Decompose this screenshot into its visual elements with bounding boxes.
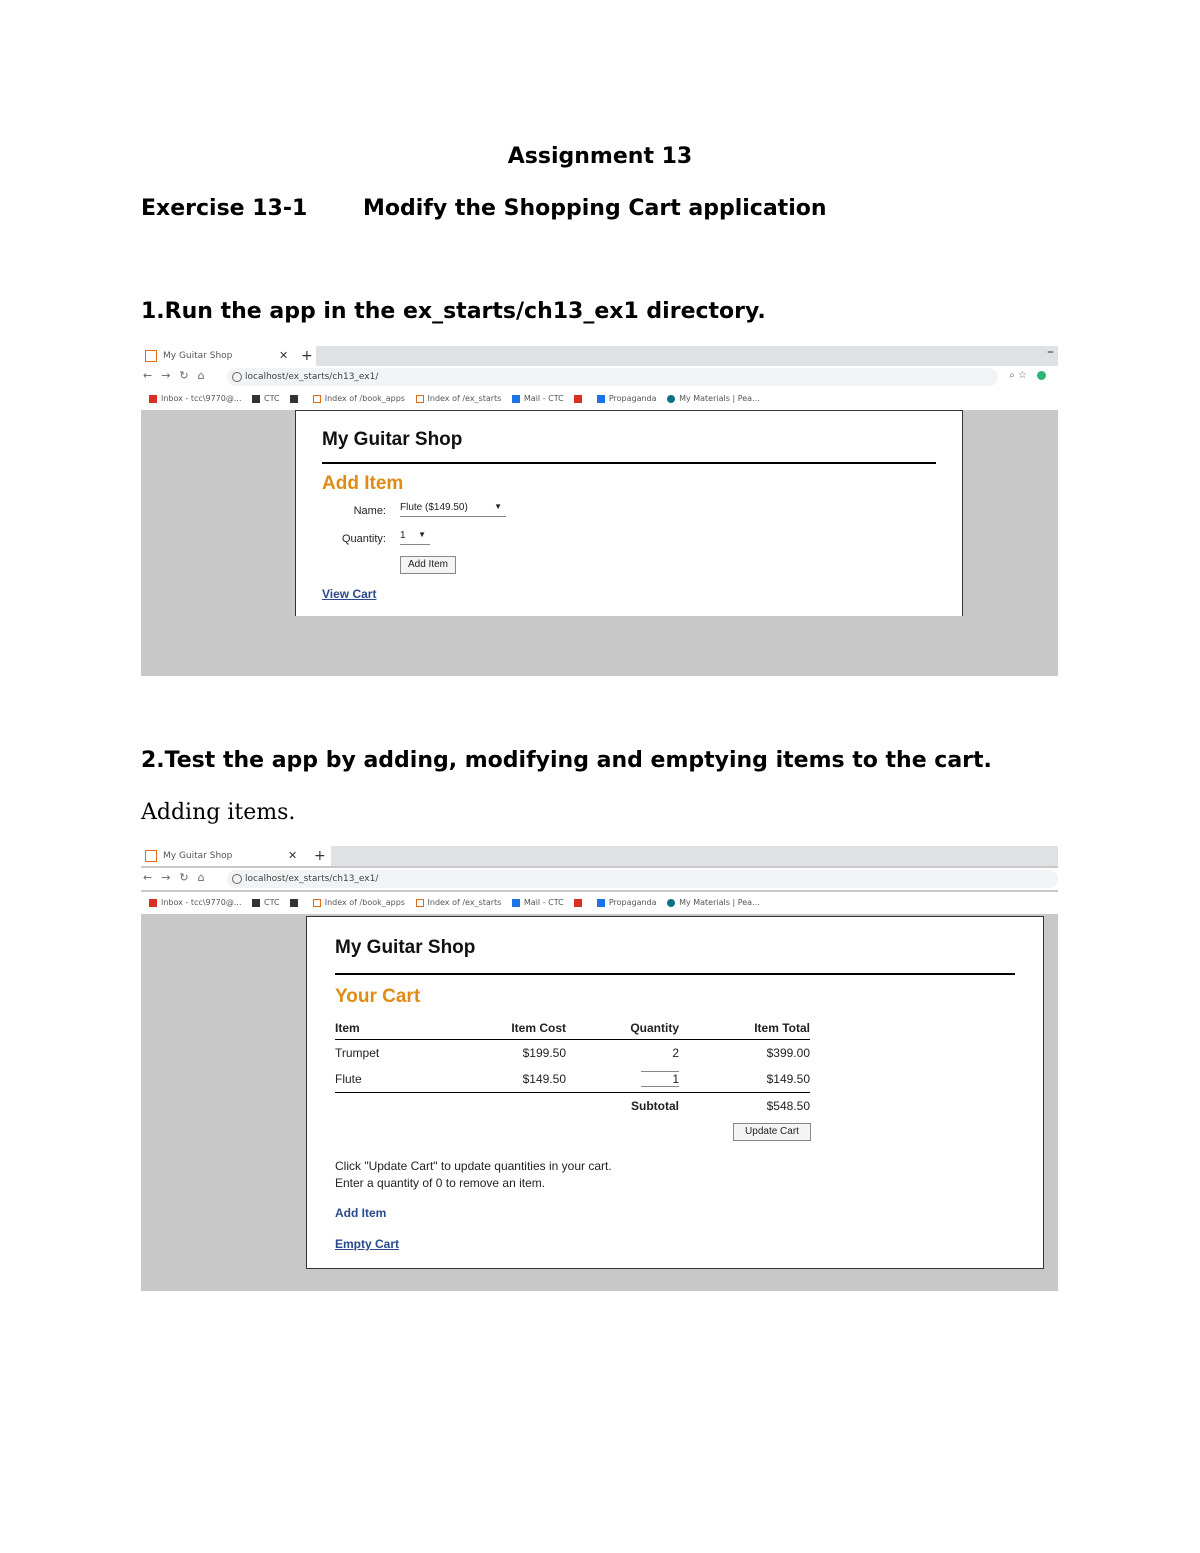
document-icon <box>597 395 605 403</box>
gmail-icon <box>149 395 157 403</box>
new-tab-icon[interactable]: + <box>314 848 326 864</box>
bookmark-label: My Materials | Pea... <box>679 394 760 403</box>
close-tab-icon[interactable]: ✕ <box>288 849 298 862</box>
tab-strip <box>331 846 1058 866</box>
ctc-icon <box>252 899 260 907</box>
quantity-input[interactable]: 1 <box>641 1071 679 1087</box>
bookmark-label: CTC <box>264 898 280 907</box>
bookmark-item[interactable] <box>252 388 280 410</box>
add-item-link[interactable]: Add Item <box>335 1206 387 1220</box>
cart-table <box>335 1017 810 1119</box>
minimize-icon[interactable]: – <box>1047 346 1054 360</box>
bookmark-label: Index of /ex_starts <box>427 394 502 403</box>
item-cost: $199.50 <box>522 1046 566 1060</box>
instruction-line-2: Enter a quantity of 0 to remove an item. <box>335 1176 546 1190</box>
table-row <box>335 1040 810 1067</box>
header-divider <box>335 973 1015 975</box>
bookmark-item[interactable] <box>597 892 657 914</box>
section-title: Your Cart <box>335 986 421 1007</box>
url-field[interactable] <box>227 368 998 386</box>
mail-icon <box>512 899 520 907</box>
browser-tab[interactable] <box>141 346 291 366</box>
column-header-quantity: Quantity <box>566 1017 679 1040</box>
web-page <box>306 916 1044 1269</box>
bookmark-item[interactable] <box>512 892 564 914</box>
bookmark-icon <box>290 395 298 403</box>
name-select-value: Flute ($149.50) <box>400 502 468 513</box>
web-page <box>295 410 963 616</box>
column-header-item: Item <box>335 1017 465 1040</box>
address-bar <box>141 868 1058 890</box>
header-divider <box>322 462 936 464</box>
info-icon <box>232 372 242 382</box>
mail-icon <box>512 395 520 403</box>
bookmark-item[interactable] <box>416 388 502 410</box>
name-label: Name: <box>353 505 386 517</box>
zoom-star-icons[interactable]: ⌕ ☆ <box>1009 370 1046 381</box>
site-title: My Guitar Shop <box>335 937 476 958</box>
table-header-row <box>335 1017 810 1040</box>
add-item-button[interactable]: Add Item <box>400 556 456 574</box>
bookmark-item[interactable] <box>667 892 760 914</box>
bookmark-item[interactable] <box>416 892 502 914</box>
bookmark-label: CTC <box>264 394 280 403</box>
bookmark-icon <box>290 899 298 907</box>
favicon-icon <box>145 850 157 862</box>
tab-title: My Guitar Shop <box>163 851 233 861</box>
name-select[interactable] <box>400 502 506 517</box>
bookmark-label: Propaganda <box>608 898 657 907</box>
bookmark-item[interactable] <box>574 388 586 410</box>
quantity-cell <box>566 1066 679 1093</box>
step-2-heading: 2.Test the app by adding, modifying and emptying items to the cart. <box>141 748 992 773</box>
favicon-icon <box>145 350 157 362</box>
url-text: localhost/ex_starts/ch13_ex1/ <box>245 372 379 382</box>
new-tab-icon[interactable]: + <box>301 348 313 364</box>
table-row <box>335 1066 810 1093</box>
youtube-icon <box>574 395 582 403</box>
pearson-icon <box>667 899 675 907</box>
bookmark-item[interactable] <box>149 892 241 914</box>
item-name: Flute <box>335 1066 465 1093</box>
bookmark-item[interactable] <box>290 388 302 410</box>
bookmark-label: Index of /ex_starts <box>427 898 502 907</box>
exercise-title: Modify the Shopping Cart application <box>363 196 827 221</box>
bookmark-label: Mail - CTC <box>523 394 564 403</box>
url-text: localhost/ex_starts/ch13_ex1/ <box>245 874 379 884</box>
pearson-icon <box>667 395 675 403</box>
column-header-cost: Item Cost <box>465 1017 566 1040</box>
exercise-number: Exercise 13-1 <box>141 196 308 221</box>
url-field[interactable] <box>227 870 1058 888</box>
address-bar <box>141 366 1058 388</box>
gmail-icon <box>149 899 157 907</box>
quantity-select-value: 1 <box>400 530 406 541</box>
bookmark-item[interactable] <box>313 892 405 914</box>
screenshot-cart <box>141 846 1058 1291</box>
ctc-icon <box>252 395 260 403</box>
folder-index-icon <box>416 395 424 403</box>
folder-index-icon <box>313 899 321 907</box>
empty-cart-link[interactable]: Empty Cart <box>335 1237 400 1251</box>
extension-icon[interactable] <box>1037 371 1046 380</box>
column-header-total: Item Total <box>679 1017 810 1040</box>
browser-tab-bar <box>141 846 1058 866</box>
bookmark-label: Inbox - tcc\9770@... <box>161 898 242 907</box>
bookmark-label: Index of /book_apps <box>324 394 405 403</box>
screenshot-add-item <box>141 346 1058 676</box>
section-title: Add Item <box>322 473 404 494</box>
youtube-icon <box>574 899 582 907</box>
navigation-icons[interactable]: ←→↻⌂ <box>143 871 214 884</box>
step-1-heading: 1.Run the app in the ex_starts/ch13_ex1 directory. <box>141 299 766 324</box>
subheading: Adding items. <box>141 800 296 825</box>
subtotal-row <box>335 1093 810 1120</box>
bookmark-label: Mail - CTC <box>523 898 564 907</box>
dropdown-arrow-icon: ▼ <box>418 530 426 539</box>
bookmark-item[interactable] <box>290 892 302 914</box>
document-title: Assignment 13 <box>507 144 693 169</box>
view-cart-link[interactable]: View Cart <box>322 587 377 601</box>
bookmark-label: Propaganda <box>608 394 657 403</box>
tab-strip <box>316 346 1058 366</box>
subtotal-label: Subtotal <box>631 1099 679 1113</box>
item-total: $399.00 <box>766 1046 810 1060</box>
bookmark-item[interactable] <box>574 892 586 914</box>
bookmark-item[interactable] <box>252 892 280 914</box>
document-icon <box>597 899 605 907</box>
quantity-input[interactable]: 2 <box>672 1046 679 1060</box>
quantity-cell <box>566 1040 679 1067</box>
bookmarks-bar <box>141 892 1058 914</box>
browser-tab-bar <box>141 346 1058 366</box>
quantity-select[interactable] <box>400 530 430 545</box>
tab-title: My Guitar Shop <box>163 351 233 361</box>
folder-index-icon <box>313 395 321 403</box>
quantity-label: Quantity: <box>341 533 386 545</box>
bookmark-item[interactable] <box>149 388 241 410</box>
item-name: Trumpet <box>335 1046 380 1060</box>
bookmark-item[interactable] <box>667 388 760 410</box>
info-icon <box>232 874 242 884</box>
bookmarks-bar <box>141 388 1058 410</box>
bookmark-item[interactable] <box>313 388 405 410</box>
update-cart-button[interactable]: Update Cart <box>733 1123 811 1141</box>
subtotal-value: $548.50 <box>766 1099 810 1113</box>
site-title: My Guitar Shop <box>322 429 463 450</box>
navigation-icons[interactable]: ←→↻⌂ <box>143 369 214 382</box>
bookmark-label: My Materials | Pea... <box>679 898 760 907</box>
bookmark-item[interactable] <box>597 388 657 410</box>
dropdown-arrow-icon: ▼ <box>494 502 502 511</box>
browser-tab[interactable] <box>141 846 291 866</box>
bookmark-label: Index of /book_apps <box>324 898 405 907</box>
folder-index-icon <box>416 899 424 907</box>
item-total: $149.50 <box>679 1066 810 1093</box>
item-cost: $149.50 <box>465 1066 566 1093</box>
close-tab-icon[interactable]: ✕ <box>279 349 289 362</box>
bookmark-item[interactable] <box>512 388 564 410</box>
bookmark-label: Inbox - tcc\9770@... <box>161 394 242 403</box>
instruction-line-1: Click "Update Cart" to update quantities in your cart. <box>335 1159 612 1173</box>
